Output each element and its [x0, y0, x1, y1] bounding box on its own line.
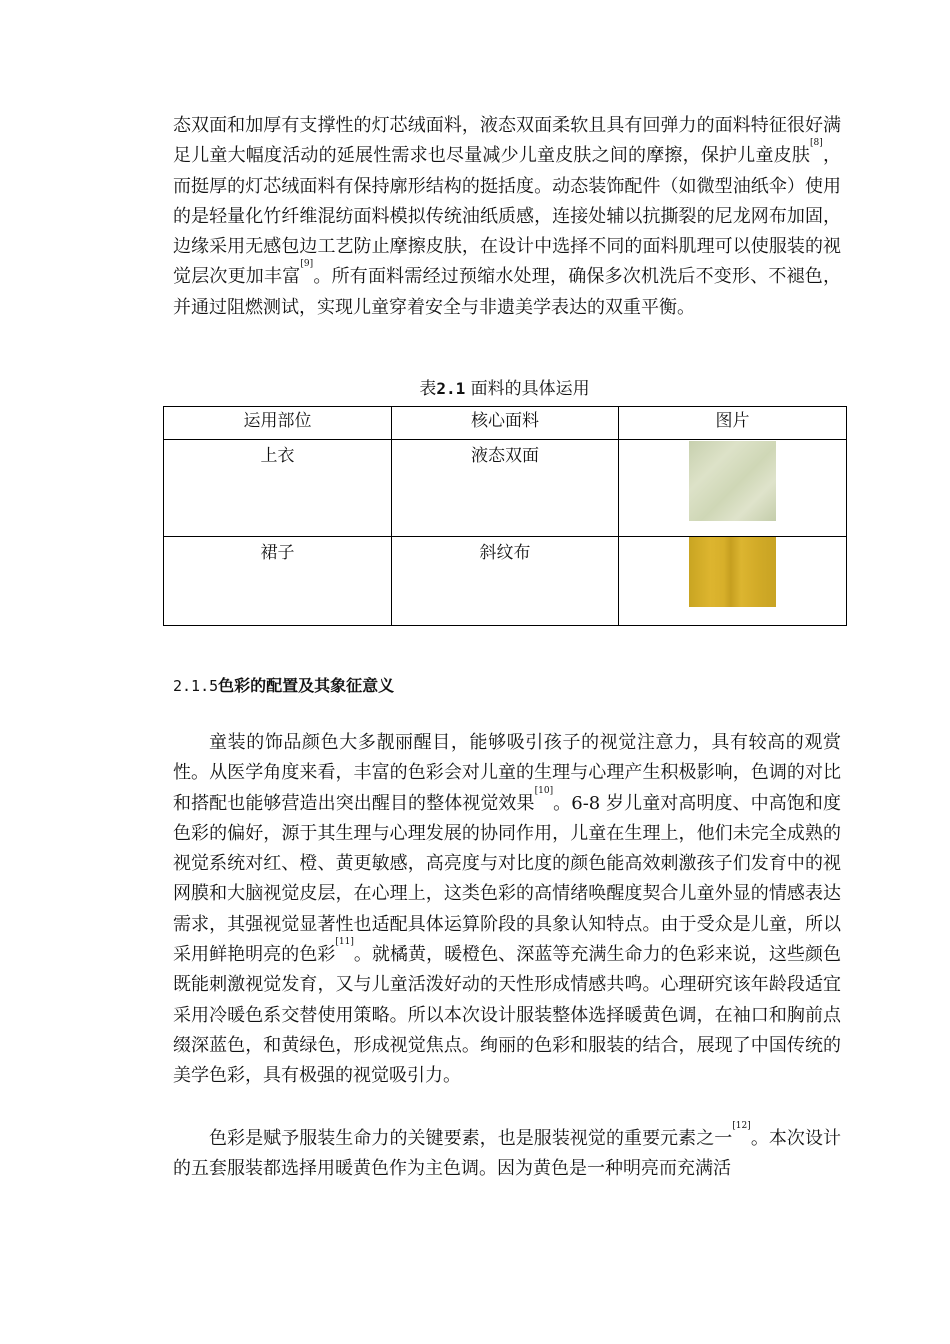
cell-part: 裙子 — [164, 537, 392, 626]
citation-9[interactable]: [9] — [300, 259, 314, 270]
fabric-swatch-image — [689, 441, 776, 521]
paragraph-fabric-description — [173, 111, 841, 323]
table-caption — [163, 376, 846, 402]
paragraph-text: 童装的饰品颜色大多靓丽醒目，能够吸引孩子的视觉注意力，具有较高的观赏性。从医学角度来看，丰富的色彩会对儿童的生理与心理产生积极影响，色调的对比和搭配也能够营造出突出醒目的整体视觉效果 — [173, 732, 841, 814]
header-fabric: 核心面料 — [392, 407, 619, 440]
section-heading — [173, 674, 394, 698]
caption-number: 2.1 — [436, 379, 466, 398]
table-header-row — [164, 407, 847, 440]
fabric-swatch-image — [689, 537, 776, 607]
cell-fabric: 液态双面 — [392, 440, 619, 537]
fabric-table — [163, 406, 847, 626]
citation-8[interactable]: [8] — [810, 138, 823, 149]
paragraph-main-color — [173, 1121, 842, 1185]
cell-fabric: 斜纹布 — [392, 537, 619, 626]
section-title: 色彩的配置及其象征意义 — [218, 676, 395, 695]
paragraph-text: 色彩是赋予服装生命力的关键要素，也是服装视觉的重要元素之一 — [209, 1128, 733, 1149]
header-part: 运用部位 — [164, 407, 392, 440]
paragraph-text: 。6-8 岁儿童对高明度、中高饱和度色彩的偏好，源于其生理与心理发展的协同作用，儿童在生理上，他们未完全成熟的视觉系统对红、橙、黄更敏感，高亮度与对比度的颜色能高效刺激孩子们发育中的视网膜和大脑视觉皮层，在心理上，这类色彩的高情绪唤醒度契合儿童外显的情感表达需求，其强视觉显著性也适配具体运算阶段的具象认知特点。由于受众是儿童，所以采用鲜艳明亮的色彩 — [173, 792, 841, 966]
citation-12[interactable]: [12] — [732, 1121, 751, 1131]
paragraph-text: 。本次设计的五套服装都选择用暖黄色作为主色调。因为黄色是一种明亮而充满活 — [173, 1128, 842, 1180]
paragraph-text: 。就橘黄，暖橙色、深蓝等充满生命力的色彩来说，这些颜色既能刺激视觉发育，又与儿童活泼好动的天性形成情感共鸣。心理研究该年龄段适宜采用冷暖色系交替使用策略。所以本次设计服装整体选择暖黄色调，在袖口和胸前点缀深蓝色，和黄绿色，形成视觉焦点。绚丽的色彩和服装的结合，展现了中国传统的美学色彩，具有极强的视觉吸引力。 — [173, 944, 842, 1087]
citation-10[interactable]: [10] — [534, 785, 554, 796]
section-number: 2.1.5 — [173, 677, 219, 695]
citation-11[interactable]: [11] — [335, 937, 354, 948]
cell-image — [619, 440, 847, 537]
paragraph-text: 。所有面料需经过预缩水处理，确保多次机洗后不变形、不褪色，并通过阻燃测试，实现儿童穿着安全与非遗美学表达的双重平衡。 — [173, 266, 842, 318]
caption-text: 面料的具体运用 — [470, 379, 590, 399]
caption-prefix: 表 — [419, 379, 437, 399]
paragraph-color-psychology — [173, 728, 841, 1092]
cell-image — [619, 537, 847, 626]
table-row — [164, 537, 847, 626]
table-row — [164, 440, 847, 537]
header-image: 图片 — [619, 407, 847, 440]
paragraph-text: ，而挺厚的灯芯绒面料有保持廓形结构的挺括度。动态装饰配件（如微型油纸伞）使用的是轻量化竹纤维混纺面料模拟传统油纸质感，连接处辅以抗撕裂的尼龙网布加固，边缘采用无感包边工艺防止摩擦皮肤，在设计中选择不同的面料肌理可以使服装的视觉层次更加丰富 — [173, 145, 841, 288]
cell-part: 上衣 — [164, 440, 392, 537]
paragraph-text: 态双面和加厚有支撑性的灯芯绒面料，液态双面柔软且具有回弹力的面料特征很好满足儿童大幅度活动的延展性需求也尽量减少儿童皮肤之间的摩擦，保护儿童皮肤 — [173, 115, 841, 167]
